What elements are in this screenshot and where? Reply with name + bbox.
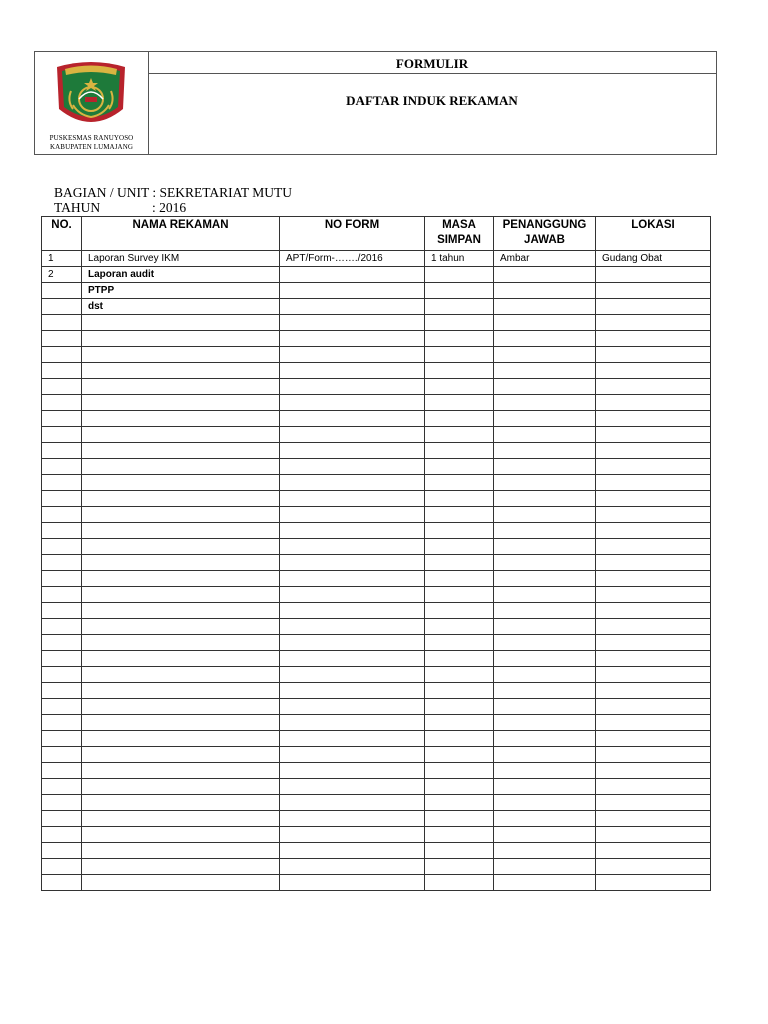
- cell-masa-simpan: [425, 267, 494, 283]
- table-row-empty: [42, 683, 711, 699]
- table-row-empty: [42, 427, 711, 443]
- form-subtitle: DAFTAR INDUK REKAMAN: [346, 93, 518, 108]
- empty-cell: [42, 507, 82, 523]
- table-row-empty: [42, 827, 711, 843]
- table-row-empty: [42, 475, 711, 491]
- empty-cell: [280, 875, 425, 891]
- empty-cell: [280, 747, 425, 763]
- cell-lokasi: Gudang Obat: [596, 251, 711, 267]
- empty-cell: [82, 475, 280, 491]
- empty-cell: [42, 379, 82, 395]
- empty-cell: [280, 379, 425, 395]
- empty-cell: [280, 699, 425, 715]
- empty-cell: [425, 459, 494, 475]
- empty-cell: [42, 491, 82, 507]
- cell-masa-simpan: [425, 283, 494, 299]
- empty-cell: [596, 779, 711, 795]
- empty-cell: [425, 555, 494, 571]
- empty-cell: [596, 683, 711, 699]
- empty-cell: [494, 315, 596, 331]
- col-header-nama-rekaman: NAMA REKAMAN: [82, 217, 280, 251]
- empty-cell: [82, 603, 280, 619]
- empty-cell: [280, 811, 425, 827]
- empty-cell: [596, 667, 711, 683]
- empty-cell: [425, 587, 494, 603]
- empty-cell: [494, 347, 596, 363]
- empty-cell: [280, 459, 425, 475]
- cell-no: 2: [42, 267, 82, 283]
- empty-cell: [494, 811, 596, 827]
- empty-cell: [82, 571, 280, 587]
- empty-cell: [425, 411, 494, 427]
- empty-cell: [596, 443, 711, 459]
- empty-cell: [42, 843, 82, 859]
- empty-cell: [42, 459, 82, 475]
- empty-cell: [280, 715, 425, 731]
- empty-cell: [42, 603, 82, 619]
- empty-cell: [42, 683, 82, 699]
- empty-cell: [494, 843, 596, 859]
- cell-penanggung-jawab: [494, 283, 596, 299]
- empty-cell: [494, 507, 596, 523]
- empty-cell: [596, 827, 711, 843]
- empty-cell: [596, 763, 711, 779]
- empty-cell: [596, 363, 711, 379]
- empty-cell: [280, 411, 425, 427]
- table-row-empty: [42, 507, 711, 523]
- empty-cell: [42, 747, 82, 763]
- table-row-empty: [42, 523, 711, 539]
- empty-cell: [425, 747, 494, 763]
- empty-cell: [425, 347, 494, 363]
- table-row-empty: [42, 731, 711, 747]
- empty-cell: [42, 523, 82, 539]
- empty-cell: [596, 491, 711, 507]
- empty-cell: [280, 843, 425, 859]
- year-line: [54, 200, 187, 216]
- empty-cell: [42, 731, 82, 747]
- empty-cell: [494, 667, 596, 683]
- empty-cell: [425, 875, 494, 891]
- empty-cell: [280, 603, 425, 619]
- unit-label: BAGIAN / UNIT : SEKRETARIAT MUTU: [54, 185, 293, 200]
- empty-cell: [425, 507, 494, 523]
- cell-nama-rekaman: Laporan audit: [82, 267, 280, 283]
- empty-cell: [596, 587, 711, 603]
- empty-cell: [280, 795, 425, 811]
- empty-cell: [42, 795, 82, 811]
- cell-nama-rekaman: dst: [82, 299, 280, 315]
- empty-cell: [494, 715, 596, 731]
- empty-cell: [596, 347, 711, 363]
- empty-cell: [425, 779, 494, 795]
- table-row-empty: [42, 587, 711, 603]
- empty-cell: [82, 331, 280, 347]
- empty-cell: [596, 651, 711, 667]
- empty-cell: [596, 619, 711, 635]
- cell-penanggung-jawab: Ambar: [494, 251, 596, 267]
- empty-cell: [596, 859, 711, 875]
- empty-cell: [425, 315, 494, 331]
- cell-masa-simpan: [425, 299, 494, 315]
- empty-cell: [596, 571, 711, 587]
- year-value: : 2016: [152, 200, 187, 215]
- table-row-empty: [42, 539, 711, 555]
- empty-cell: [280, 427, 425, 443]
- table-row-empty: [42, 635, 711, 651]
- empty-cell: [280, 331, 425, 347]
- empty-cell: [494, 379, 596, 395]
- empty-cell: [42, 811, 82, 827]
- empty-cell: [494, 571, 596, 587]
- empty-cell: [494, 555, 596, 571]
- empty-cell: [425, 683, 494, 699]
- empty-cell: [82, 859, 280, 875]
- empty-cell: [596, 603, 711, 619]
- empty-cell: [82, 587, 280, 603]
- empty-cell: [82, 347, 280, 363]
- empty-cell: [280, 555, 425, 571]
- table-row-empty: [42, 379, 711, 395]
- col-header-masa-simpan: MASA SIMPAN: [425, 217, 494, 251]
- empty-cell: [425, 603, 494, 619]
- empty-cell: [42, 635, 82, 651]
- empty-cell: [425, 571, 494, 587]
- empty-cell: [42, 443, 82, 459]
- empty-cell: [280, 779, 425, 795]
- empty-cell: [596, 715, 711, 731]
- empty-cell: [494, 491, 596, 507]
- empty-cell: [494, 683, 596, 699]
- empty-cell: [425, 667, 494, 683]
- empty-cell: [82, 411, 280, 427]
- cell-no-form: APT/Form-……./2016: [280, 251, 425, 267]
- empty-cell: [82, 491, 280, 507]
- empty-cell: [494, 587, 596, 603]
- empty-cell: [42, 475, 82, 491]
- cell-masa-simpan: 1 tahun: [425, 251, 494, 267]
- empty-cell: [596, 379, 711, 395]
- empty-cell: [82, 811, 280, 827]
- empty-cell: [425, 795, 494, 811]
- empty-cell: [425, 619, 494, 635]
- empty-cell: [280, 395, 425, 411]
- empty-cell: [494, 795, 596, 811]
- empty-cell: [42, 427, 82, 443]
- empty-cell: [280, 635, 425, 651]
- table-row-empty: [42, 699, 711, 715]
- empty-cell: [596, 699, 711, 715]
- empty-cell: [82, 875, 280, 891]
- empty-cell: [494, 619, 596, 635]
- empty-cell: [494, 827, 596, 843]
- empty-cell: [425, 539, 494, 555]
- empty-cell: [425, 763, 494, 779]
- empty-cell: [596, 875, 711, 891]
- empty-cell: [280, 859, 425, 875]
- col-header-lokasi: LOKASI: [596, 217, 711, 251]
- cell-nama-rekaman: PTPP: [82, 283, 280, 299]
- empty-cell: [42, 619, 82, 635]
- empty-cell: [42, 715, 82, 731]
- empty-cell: [596, 315, 711, 331]
- cell-no-form: [280, 299, 425, 315]
- empty-cell: [280, 507, 425, 523]
- empty-cell: [82, 635, 280, 651]
- empty-cell: [42, 395, 82, 411]
- empty-cell: [82, 507, 280, 523]
- empty-cell: [82, 539, 280, 555]
- table-row-empty: [42, 651, 711, 667]
- empty-cell: [42, 331, 82, 347]
- empty-cell: [425, 491, 494, 507]
- form-title: FORMULIR: [395, 56, 469, 71]
- empty-cell: [280, 683, 425, 699]
- empty-cell: [596, 843, 711, 859]
- col-header-no: NO.: [42, 217, 82, 251]
- empty-cell: [494, 603, 596, 619]
- empty-cell: [494, 699, 596, 715]
- table-row-empty: [42, 491, 711, 507]
- table-row-empty: [42, 859, 711, 875]
- table-row: [42, 283, 711, 299]
- empty-cell: [82, 459, 280, 475]
- empty-cell: [494, 859, 596, 875]
- empty-cell: [82, 683, 280, 699]
- records-table: [41, 216, 711, 891]
- empty-cell: [280, 619, 425, 635]
- cell-no: 1: [42, 251, 82, 267]
- empty-cell: [494, 875, 596, 891]
- empty-cell: [82, 763, 280, 779]
- cell-nama-rekaman: Laporan Survey IKM: [82, 251, 280, 267]
- empty-cell: [494, 411, 596, 427]
- empty-cell: [425, 363, 494, 379]
- empty-cell: [82, 315, 280, 331]
- empty-cell: [280, 587, 425, 603]
- empty-cell: [280, 827, 425, 843]
- empty-cell: [596, 331, 711, 347]
- empty-cell: [82, 779, 280, 795]
- empty-cell: [280, 491, 425, 507]
- empty-cell: [494, 331, 596, 347]
- org-name-line1: PUSKESMAS RANUYOSO: [49, 134, 134, 142]
- empty-cell: [596, 539, 711, 555]
- cell-no-form: [280, 267, 425, 283]
- empty-cell: [82, 395, 280, 411]
- table-row-empty: [42, 843, 711, 859]
- empty-cell: [425, 379, 494, 395]
- empty-cell: [425, 443, 494, 459]
- cell-no-form: [280, 283, 425, 299]
- table-row: [42, 267, 711, 283]
- table-header-row: [42, 217, 711, 251]
- empty-cell: [596, 523, 711, 539]
- empty-cell: [596, 731, 711, 747]
- empty-cell: [82, 651, 280, 667]
- empty-cell: [425, 475, 494, 491]
- logo-cell: [35, 52, 149, 154]
- table-row-empty: [42, 363, 711, 379]
- empty-cell: [596, 811, 711, 827]
- empty-cell: [42, 315, 82, 331]
- empty-cell: [82, 363, 280, 379]
- cell-penanggung-jawab: [494, 267, 596, 283]
- empty-cell: [494, 731, 596, 747]
- cell-no: [42, 299, 82, 315]
- cell-lokasi: [596, 299, 711, 315]
- empty-cell: [596, 459, 711, 475]
- empty-cell: [280, 523, 425, 539]
- empty-cell: [82, 555, 280, 571]
- empty-cell: [425, 331, 494, 347]
- table-row-empty: [42, 715, 711, 731]
- col-header-penanggung-jawab: PENANGGUNG JAWAB: [494, 217, 596, 251]
- table-row-empty: [42, 747, 711, 763]
- empty-cell: [494, 363, 596, 379]
- empty-cell: [425, 651, 494, 667]
- empty-cell: [494, 635, 596, 651]
- table-row-empty: [42, 667, 711, 683]
- table-row: [42, 251, 711, 267]
- table-row-empty: [42, 779, 711, 795]
- empty-cell: [425, 699, 494, 715]
- empty-cell: [596, 411, 711, 427]
- table-row-empty: [42, 763, 711, 779]
- empty-cell: [82, 619, 280, 635]
- cell-lokasi: [596, 283, 711, 299]
- table-row-empty: [42, 603, 711, 619]
- empty-cell: [494, 475, 596, 491]
- empty-cell: [82, 747, 280, 763]
- table-row-empty: [42, 619, 711, 635]
- empty-cell: [42, 779, 82, 795]
- empty-cell: [494, 651, 596, 667]
- table-row-empty: [42, 411, 711, 427]
- empty-cell: [425, 523, 494, 539]
- empty-cell: [42, 587, 82, 603]
- empty-cell: [596, 747, 711, 763]
- empty-cell: [42, 763, 82, 779]
- empty-cell: [82, 731, 280, 747]
- empty-cell: [280, 651, 425, 667]
- table-row-empty: [42, 395, 711, 411]
- empty-cell: [494, 459, 596, 475]
- empty-cell: [494, 523, 596, 539]
- empty-cell: [425, 827, 494, 843]
- empty-cell: [494, 779, 596, 795]
- empty-cell: [596, 795, 711, 811]
- empty-cell: [596, 475, 711, 491]
- table-row-empty: [42, 347, 711, 363]
- empty-cell: [280, 475, 425, 491]
- empty-cell: [280, 763, 425, 779]
- empty-cell: [42, 363, 82, 379]
- cell-lokasi: [596, 267, 711, 283]
- empty-cell: [425, 843, 494, 859]
- empty-cell: [82, 843, 280, 859]
- empty-cell: [42, 651, 82, 667]
- empty-cell: [425, 635, 494, 651]
- empty-cell: [280, 315, 425, 331]
- col-header-no-form: NO FORM: [280, 217, 425, 251]
- empty-cell: [42, 875, 82, 891]
- empty-cell: [82, 715, 280, 731]
- empty-cell: [596, 635, 711, 651]
- empty-cell: [494, 443, 596, 459]
- empty-cell: [82, 379, 280, 395]
- empty-cell: [42, 539, 82, 555]
- empty-cell: [82, 667, 280, 683]
- empty-cell: [280, 731, 425, 747]
- year-label: TAHUN: [54, 200, 101, 215]
- empty-cell: [82, 427, 280, 443]
- empty-cell: [494, 747, 596, 763]
- empty-cell: [42, 827, 82, 843]
- empty-cell: [280, 539, 425, 555]
- table-row-empty: [42, 811, 711, 827]
- empty-cell: [596, 507, 711, 523]
- org-name-line2: KABUPATEN LUMAJANG: [49, 143, 134, 151]
- empty-cell: [42, 555, 82, 571]
- empty-cell: [494, 539, 596, 555]
- table-row-empty: [42, 555, 711, 571]
- kabupaten-lumajang-logo: [53, 61, 129, 131]
- empty-cell: [596, 427, 711, 443]
- empty-cell: [494, 427, 596, 443]
- table-row-empty: [42, 459, 711, 475]
- empty-cell: [280, 443, 425, 459]
- empty-cell: [42, 859, 82, 875]
- empty-cell: [82, 443, 280, 459]
- empty-cell: [42, 347, 82, 363]
- empty-cell: [596, 555, 711, 571]
- empty-cell: [280, 347, 425, 363]
- table-row-empty: [42, 331, 711, 347]
- empty-cell: [425, 731, 494, 747]
- empty-cell: [82, 795, 280, 811]
- empty-cell: [425, 427, 494, 443]
- form-header: [34, 51, 717, 155]
- empty-cell: [42, 699, 82, 715]
- table-row-empty: [42, 315, 711, 331]
- cell-no: [42, 283, 82, 299]
- empty-cell: [425, 715, 494, 731]
- empty-cell: [280, 667, 425, 683]
- empty-cell: [82, 523, 280, 539]
- table-row-empty: [42, 443, 711, 459]
- empty-cell: [82, 699, 280, 715]
- cell-penanggung-jawab: [494, 299, 596, 315]
- empty-cell: [425, 395, 494, 411]
- table-row-empty: [42, 875, 711, 891]
- empty-cell: [82, 827, 280, 843]
- empty-cell: [42, 571, 82, 587]
- empty-cell: [425, 811, 494, 827]
- empty-cell: [280, 571, 425, 587]
- empty-cell: [42, 411, 82, 427]
- table-row-empty: [42, 795, 711, 811]
- table-row: [42, 299, 711, 315]
- empty-cell: [425, 859, 494, 875]
- empty-cell: [596, 395, 711, 411]
- table-row-empty: [42, 571, 711, 587]
- empty-cell: [42, 667, 82, 683]
- empty-cell: [494, 763, 596, 779]
- empty-cell: [280, 363, 425, 379]
- empty-cell: [494, 395, 596, 411]
